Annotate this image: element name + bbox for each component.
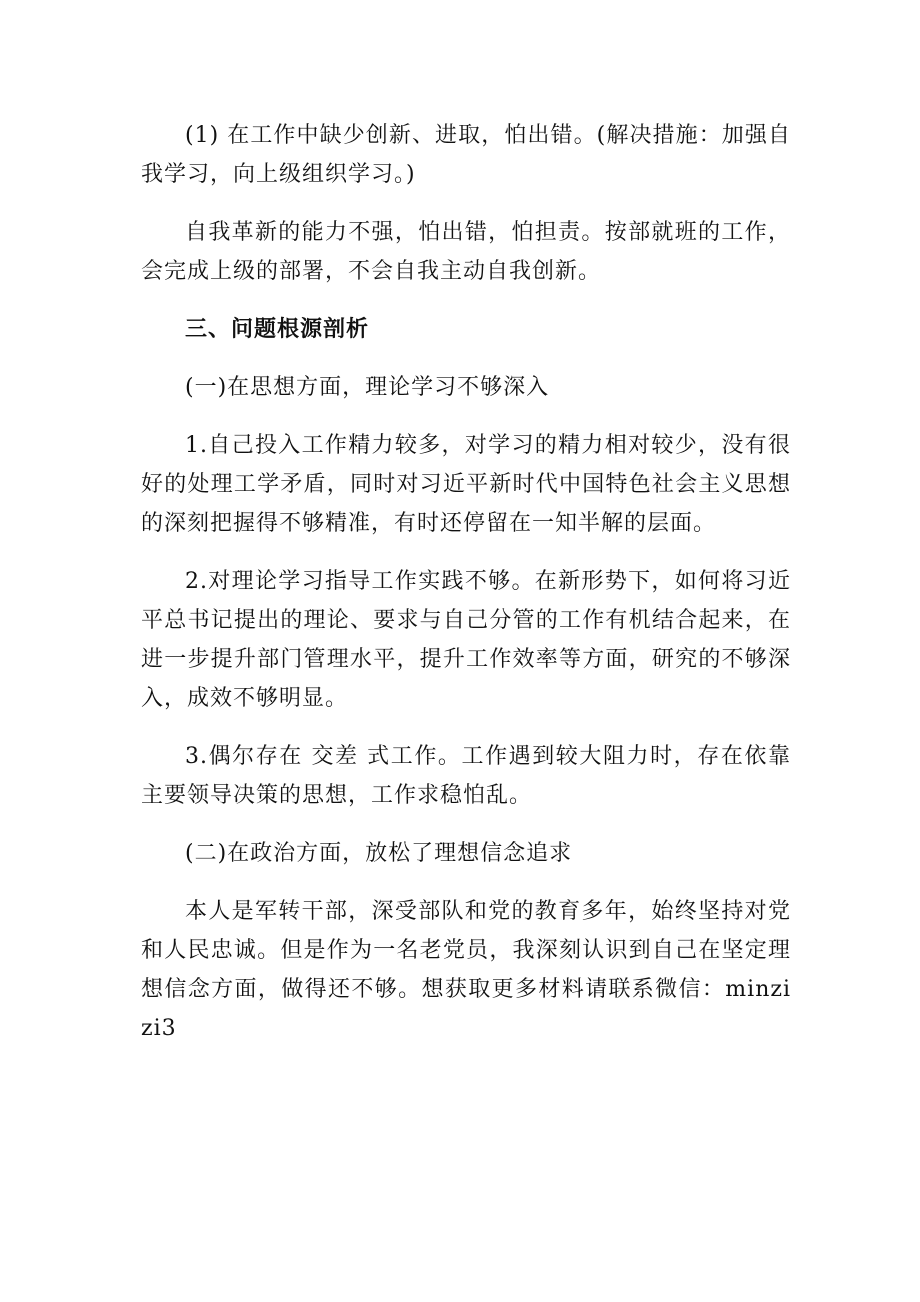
document-body xyxy=(141,116,791,1048)
paragraph-point-1: 1.自己投入工作精力较多，对学习的精力相对较少，没有很好的处理工学矛盾，同时对习近平新时代中国特色社会主义思想的深刻把握得不够精准，有时还停留在一知半解的层面。 xyxy=(141,433,791,536)
subheading-politics: (二)在政治方面，放松了理想信念追求 xyxy=(185,841,573,866)
section-heading-root-cause: 三、问题根源剖析 xyxy=(185,316,370,342)
paragraph-point-2: 2.对理论学习指导工作实践不够。在新形势下，如何将习近平总书记提出的理论、要求与自己分管的工作有机结合起来，在进一步提升部门管理水平，提升工作效率等方面，研究的不够深入，成效不够明显。 xyxy=(141,569,791,711)
paragraph-issue-1: (1) 在工作中缺少创新、进取，怕出错。(解决措施：加强自我学习，向上级组织学习。) xyxy=(141,123,791,187)
subheading-ideology: (一)在思想方面，理论学习不够深入 xyxy=(185,375,550,400)
paragraph-personal-statement: 本人是军转干部，深受部队和党的教育多年，始终坚持对党和人民忠诚。但是作为一名老党员，我深刻认识到自己在坚定理想信念方面，做得还不够。想获取更多材料请联系微信：minzizi3 xyxy=(141,899,791,1041)
paragraph-point-3: 3.偶尔存在 交差 式工作。工作遇到较大阻力时，存在依靠主要领导决策的思想，工作求稳怕乱。 xyxy=(141,744,791,808)
paragraph-self-reform: 自我革新的能力不强，怕出错，怕担责。按部就班的工作，会完成上级的部署，不会自我主动自我创新。 xyxy=(141,220,791,284)
